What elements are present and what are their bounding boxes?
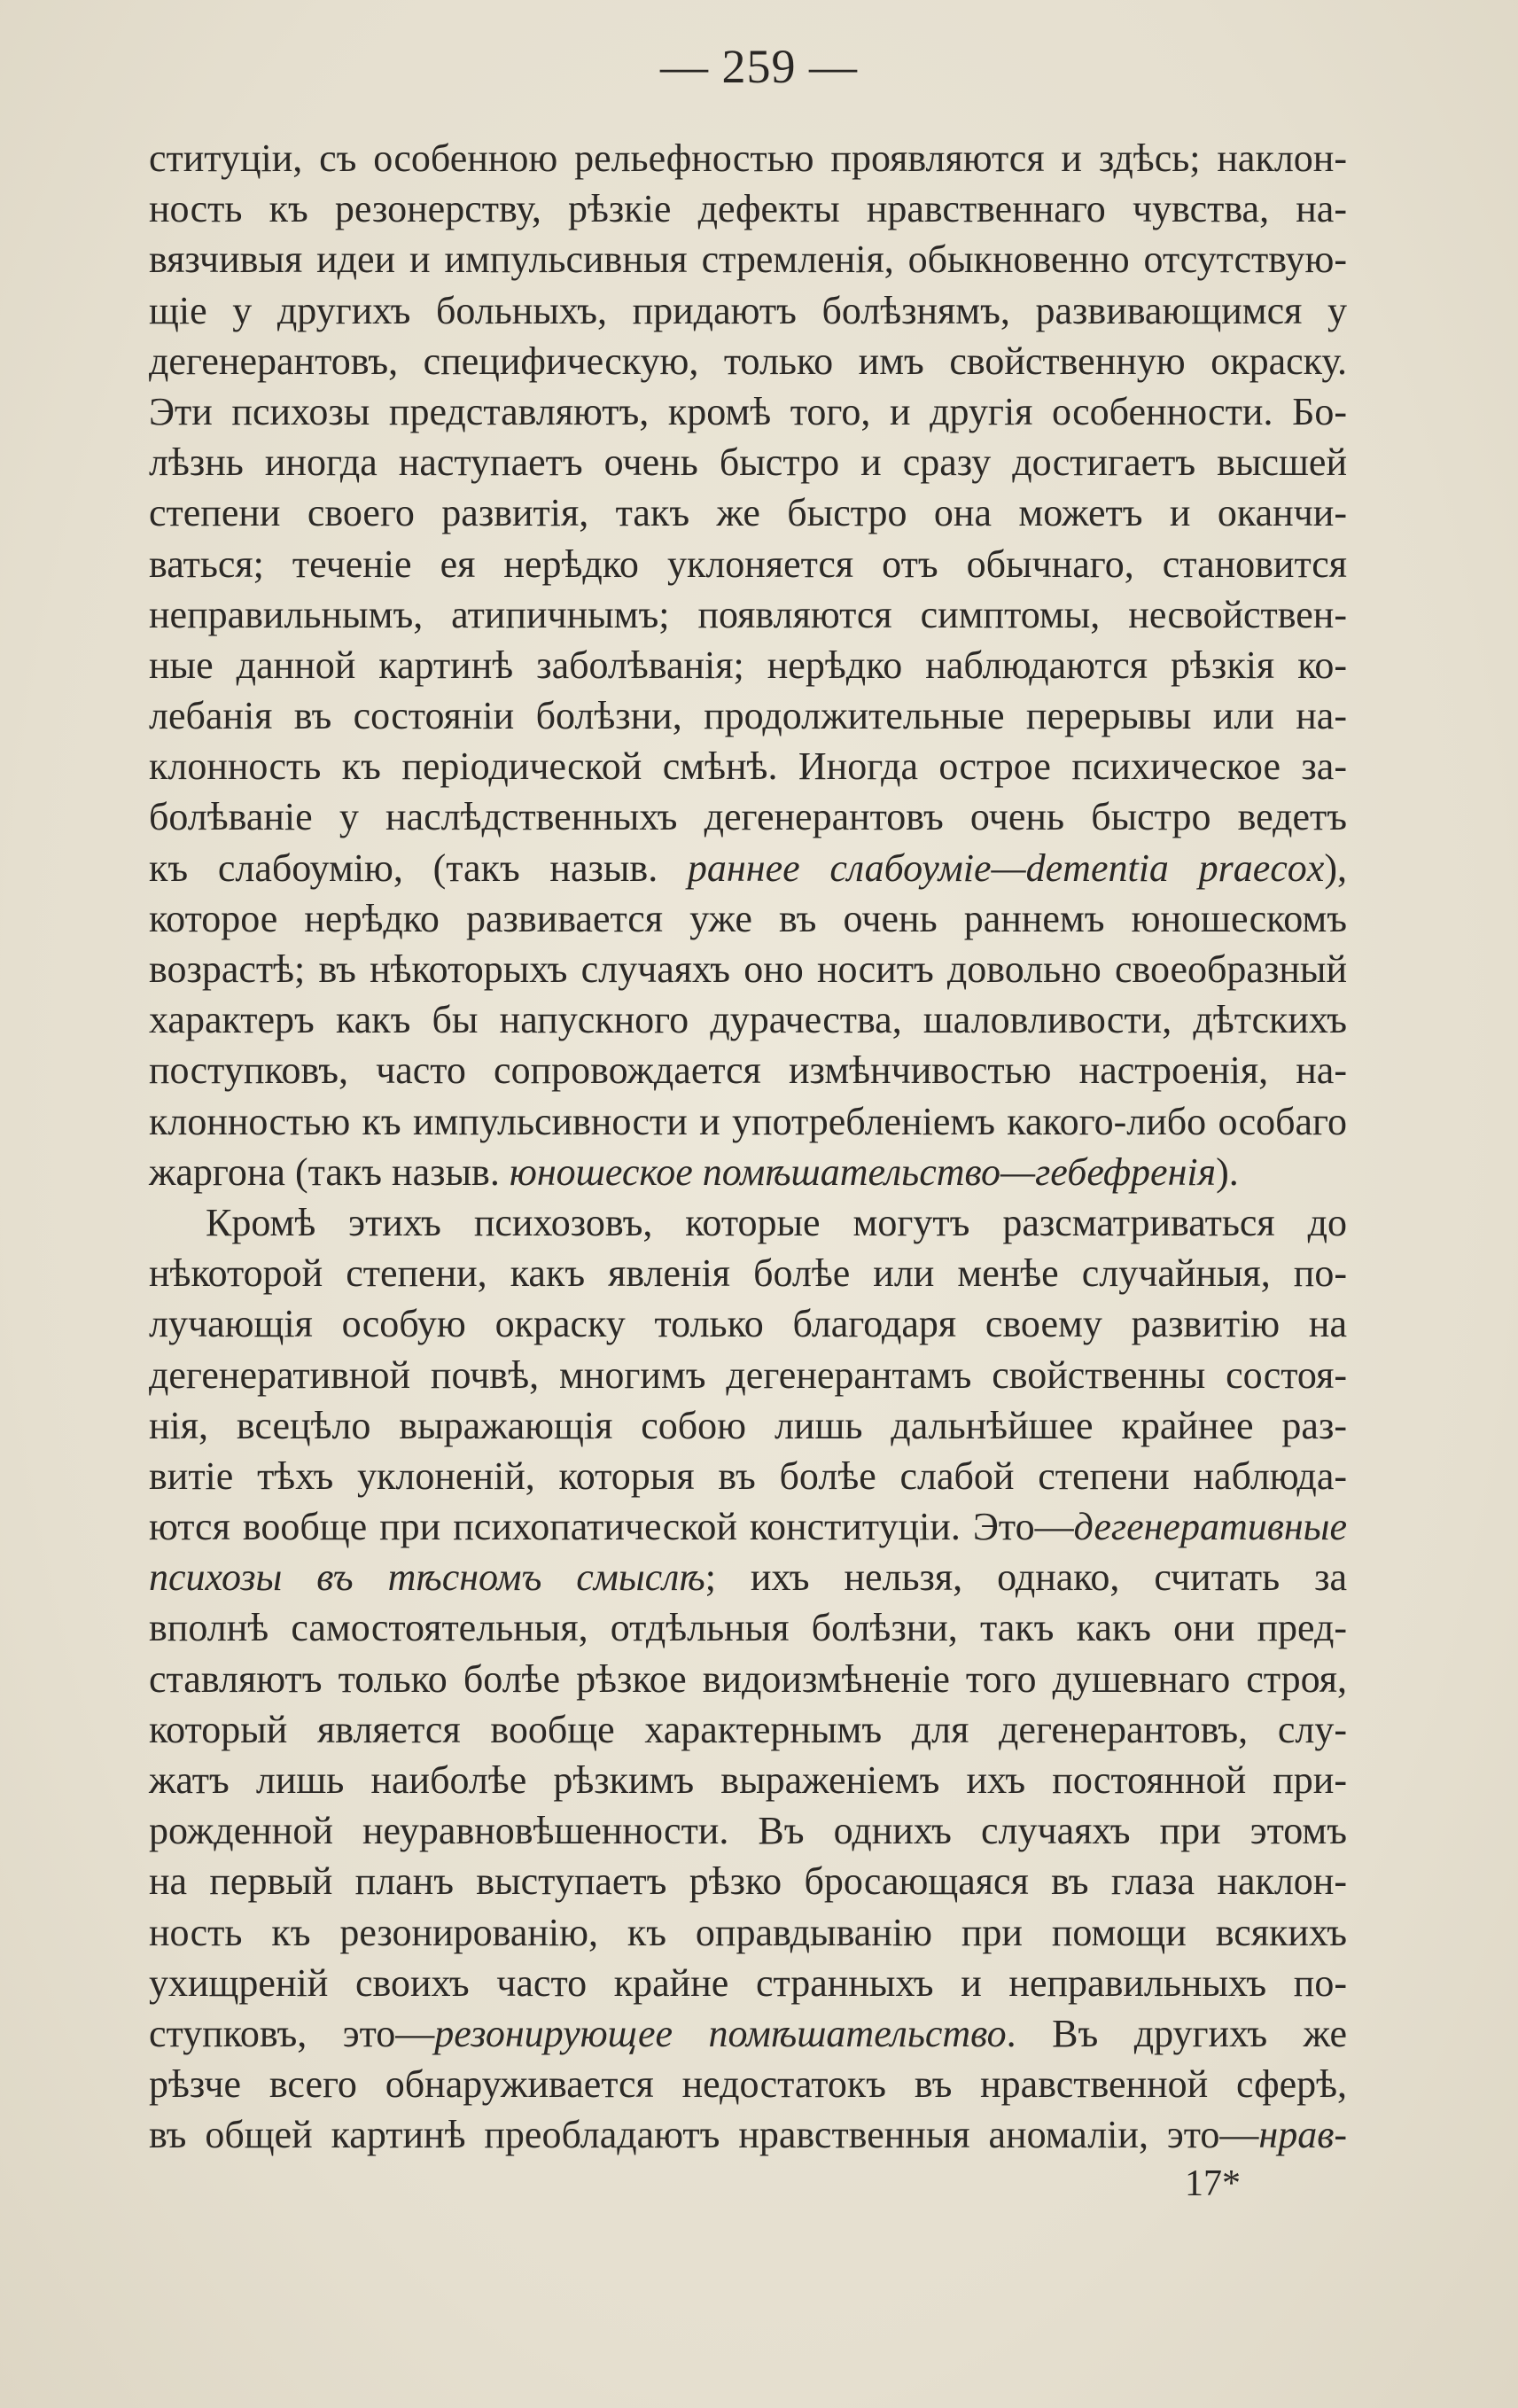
text-line: поступковъ, часто сопровождается измѣнчивостью настроенія, на- <box>149 1048 1347 1093</box>
text-line: дегенеративной почвѣ, многимъ дегенерантамъ свойственны состоя- <box>149 1352 1347 1397</box>
text-line: степени своего развитія, такъ же быстро она можетъ и оканчи- <box>149 491 1347 535</box>
text-line: ются вообще при психопатической конституціи. Это—дегенеративные <box>149 1505 1347 1549</box>
text-line: вполнѣ самостоятельныя, отдѣльныя болѣзни, такъ какъ они пред- <box>149 1606 1347 1650</box>
text-line: Кромѣ этихъ психозовъ, которые могутъ разсматриваться до <box>206 1200 1347 1244</box>
text-line: въ общей картинѣ преобладаютъ нравственныя аномаліи, это—нрав- <box>149 2113 1347 2157</box>
text-line: Эти психозы представляютъ, кромѣ того, и другія особенности. Бо- <box>149 389 1347 433</box>
text-line: который является вообще характернымъ для дегенерантовъ, слу- <box>149 1707 1347 1751</box>
text-line: лучающія особую окраску только благодаря своему развитію на <box>149 1302 1347 1346</box>
text-line: возрастѣ; въ нѣкоторыхъ случаяхъ оно носитъ довольно своеобразный <box>149 947 1347 991</box>
page-number: — 259 — <box>660 40 858 93</box>
body-text <box>149 133 1347 2161</box>
text-line: ухищреній своихъ часто крайне странныхъ и неправильныхъ по- <box>149 1960 1347 2005</box>
text-line: дегенерантовъ, специфическую, только имъ свойственную окраску. <box>149 339 1347 383</box>
text-line: неправильнымъ, атипичнымъ; появляются симптомы, несвойствен- <box>149 592 1347 636</box>
text-line: лѣзнь иногда наступаетъ очень быстро и сразу достигаетъ высшей <box>149 440 1347 485</box>
text-line: нія, всецѣло выражающія собою лишь дальнѣйшее крайнее раз- <box>149 1403 1347 1447</box>
text-line: жатъ лишь наиболѣе рѣзкимъ выраженіемъ ихъ постоянной при- <box>149 1758 1347 1802</box>
text-line: болѣваніе у наслѣдственныхъ дегенерантовъ очень быстро ведетъ <box>149 795 1347 839</box>
text-line: нѣкоторой степени, какъ явленія болѣе или менѣе случайныя, по- <box>149 1251 1347 1296</box>
text-line: къ слабоумію, (такъ назыв. раннее слабоуміе—dementia praecox), <box>149 846 1347 890</box>
text-line: жаргона (такъ назыв. юношеское помѣшательство—гебефренія). <box>149 1149 1239 1194</box>
text-line: на первый планъ выступаетъ рѣзко бросающаяся въ глаза наклон- <box>149 1859 1347 1904</box>
signature-mark: 17* <box>1185 2163 1241 2204</box>
text-line: рѣзче всего обнаруживается недостатокъ въ нравственной сферѣ, <box>149 2062 1347 2107</box>
text-line: вязчивыя идеи и импульсивныя стремленія, обыкновенно отсутствую- <box>149 238 1347 282</box>
text-line: ность къ резонерству, рѣзкіе дефекты нравственнаго чувства, на- <box>149 187 1347 231</box>
text-line: ступковъ, это—резонирующее помѣшательство. Въ другихъ же <box>149 2011 1347 2055</box>
text-line: ность къ резонированію, къ оправдыванію при помощи всякихъ <box>149 1910 1347 1954</box>
text-line: которое нерѣдко развивается уже въ очень раннемъ юношескомъ <box>149 896 1347 940</box>
text-line: лебанія въ состояніи болѣзни, продолжительные перерывы или на- <box>149 694 1347 738</box>
text-line: ставляютъ только болѣе рѣзкое видоизмѣненіе того душевнаго строя, <box>149 1656 1347 1701</box>
text-line: ные данной картинѣ заболѣванія; нерѣдко наблюдаются рѣзкія ко- <box>149 643 1347 687</box>
text-line: характеръ какъ бы напускного дурачества, шаловливости, дѣтскихъ <box>149 998 1347 1042</box>
text-line: щіе у другихъ больныхъ, придаютъ болѣзнямъ, развивающимся у <box>149 288 1347 332</box>
text-line: клонностью къ импульсивности и употребленіемъ какого-либо особаго <box>149 1099 1347 1143</box>
text-line: ституціи, съ особенною рельефностью проявляются и здѣсь; наклон- <box>149 136 1347 180</box>
text-line: клонность къ періодической смѣнѣ. Иногда острое психическое за- <box>149 744 1347 789</box>
text-line: ваться; теченіе ея нерѣдко уклоняется отъ обычнаго, становится <box>149 542 1347 586</box>
text-line: рожденной неуравновѣшенности. Въ однихъ случаяхъ при этомъ <box>149 1809 1347 1853</box>
text-line: психозы въ тѣсномъ смыслѣ; ихъ нельзя, однако, считать за <box>149 1555 1347 1600</box>
text-line: витіе тѣхъ уклоненій, которыя въ болѣе слабой степени наблюда- <box>149 1453 1347 1498</box>
